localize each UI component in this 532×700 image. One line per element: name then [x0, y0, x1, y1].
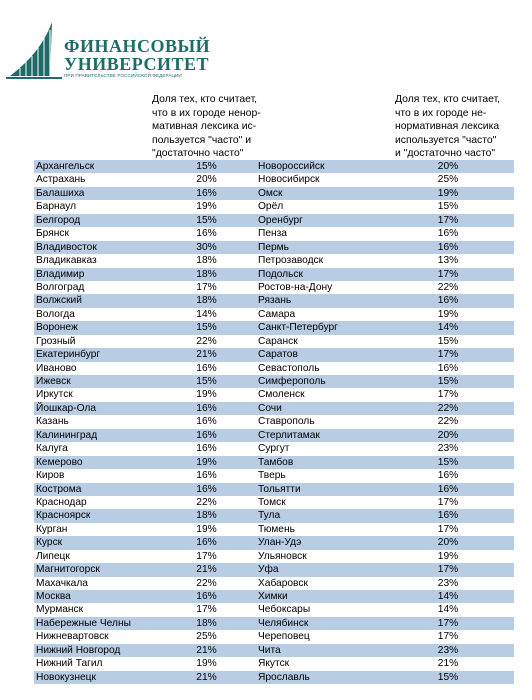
value-right-cell: 17% [437, 564, 459, 576]
value-right-cell: 19% [437, 308, 459, 320]
city-right-cell: Чебоксары [258, 604, 311, 616]
table-row [34, 590, 514, 603]
city-right-cell: Севастополь [258, 362, 320, 374]
value-left-cell: 18% [196, 268, 217, 280]
value-left-cell: 16% [196, 362, 217, 374]
city-left-cell: Балашиха [36, 187, 85, 199]
table-row [34, 456, 514, 469]
value-left-cell: 16% [196, 187, 217, 199]
table-row [34, 415, 514, 428]
value-right-cell: 15% [437, 335, 459, 347]
value-right-cell: 22% [437, 281, 459, 293]
city-right-cell: Хабаровск [258, 577, 308, 589]
city-right-cell: Челябинск [258, 617, 309, 629]
city-left-cell: Екатеринбург [36, 349, 101, 361]
table-row [34, 268, 514, 281]
table-row [34, 281, 514, 294]
city-left-cell: Архангельск [36, 161, 95, 172]
value-right-cell: 17% [437, 631, 459, 643]
table-row [34, 254, 514, 267]
city-left-cell: Кемерово [36, 456, 83, 468]
value-left-cell: 21% [196, 644, 217, 656]
city-right-cell: Саранск [258, 335, 298, 347]
table-row [34, 187, 514, 200]
value-left-cell: 21% [196, 671, 217, 683]
table-row [34, 214, 514, 227]
city-right-cell: Тюмень [258, 523, 295, 535]
city-left-cell: Новокузнецк [36, 671, 96, 683]
city-left-cell: Москва [36, 591, 71, 602]
city-left-cell: Киров [36, 470, 65, 482]
city-right-cell: Петрозаводск [258, 255, 324, 267]
value-right-cell: 13% [437, 255, 459, 267]
value-left-cell: 14% [196, 308, 217, 320]
table-row [34, 671, 514, 684]
city-left-cell: Воронеж [36, 322, 78, 334]
value-left-cell: 19% [196, 658, 217, 670]
city-right-cell: Ростов-на-Дону [258, 281, 333, 293]
value-left-cell: 15% [196, 322, 217, 334]
table-row [34, 483, 514, 496]
value-right-cell: 19% [437, 187, 459, 199]
value-left-cell: 22% [196, 335, 217, 347]
table-row [34, 509, 514, 522]
value-right-cell: 16% [437, 510, 459, 522]
city-left-cell: Волжский [36, 295, 82, 307]
city-right-cell: Тула [258, 510, 281, 522]
table-row [34, 657, 514, 670]
city-right-cell: Улан-Удэ [258, 537, 302, 549]
table-row [34, 496, 514, 509]
value-left-cell: 30% [196, 241, 217, 253]
value-left-cell: 17% [196, 550, 217, 562]
city-left-cell: Владимир [36, 268, 85, 280]
city-left-cell: Калуга [36, 443, 68, 455]
value-right-cell: 16% [437, 362, 459, 374]
table-row [34, 227, 514, 240]
city-right-cell: Уфа [258, 564, 279, 576]
value-left-cell: 16% [196, 591, 217, 602]
city-left-cell: Набережные Челны [36, 617, 131, 629]
value-left-cell: 18% [196, 255, 217, 267]
city-left-cell: Волгоград [36, 281, 85, 293]
city-left-cell: Мурманск [36, 604, 84, 616]
city-right-cell: Новороссийск [258, 161, 325, 172]
city-left-cell: Барнаул [36, 201, 77, 213]
city-left-cell: Курск [36, 537, 63, 549]
value-right-cell: 22% [437, 416, 459, 428]
value-right-cell: 15% [437, 671, 459, 683]
city-left-cell: Брянск [36, 228, 69, 240]
value-left-cell: 16% [196, 429, 217, 441]
table-row [34, 362, 514, 375]
city-right-cell: Тольятти [258, 483, 301, 495]
city-left-cell: Махачкала [36, 577, 88, 589]
city-left-cell: Курган [36, 523, 68, 535]
value-left-cell: 19% [196, 201, 217, 213]
value-right-cell: 14% [437, 604, 459, 616]
city-left-cell: Казань [36, 416, 69, 428]
city-left-cell: Иваново [36, 362, 77, 374]
table-row [34, 617, 514, 630]
table-row [34, 335, 514, 348]
value-left-cell: 16% [196, 483, 217, 495]
city-right-cell: Ставрополь [258, 416, 315, 428]
city-right-cell: Рязань [258, 295, 292, 307]
value-left-cell: 16% [196, 402, 217, 414]
value-right-cell: 25% [437, 174, 459, 186]
value-left-cell: 21% [196, 564, 217, 576]
city-right-cell: Химки [258, 591, 288, 602]
university-logo [6, 20, 211, 82]
city-right-cell: Чита [258, 644, 281, 656]
value-right-cell: 16% [437, 228, 459, 240]
table-row [34, 469, 514, 482]
value-left-cell: 22% [196, 496, 217, 508]
column-header-left: Доля тех, кто считает, что в их городе ненор- мативная лексика ис- пользуется "часто" и "достаточно часто" [152, 94, 261, 159]
city-left-cell: Грозный [36, 335, 76, 347]
table-row [34, 348, 514, 361]
value-right-cell: 20% [437, 537, 459, 549]
value-right-cell: 14% [437, 591, 459, 602]
city-right-cell: Сочи [258, 402, 282, 414]
city-left-cell: Красноярск [36, 510, 91, 522]
value-right-cell: 16% [437, 241, 459, 253]
value-left-cell: 16% [196, 470, 217, 482]
table-row [34, 523, 514, 536]
table-row [34, 429, 514, 442]
logo-text-line2: УНИВЕРСИТЕТ [64, 54, 209, 74]
value-right-cell: 15% [437, 376, 459, 387]
city-right-cell: Оренбург [258, 214, 303, 226]
value-left-cell: 19% [196, 523, 217, 535]
city-left-cell: Нижний Новгород [36, 644, 121, 656]
value-right-cell: 17% [437, 349, 459, 361]
value-right-cell: 21% [437, 658, 459, 670]
city-right-cell: Пенза [258, 228, 287, 240]
city-left-cell: Калининград [36, 429, 98, 441]
city-left-cell: Ижевск [36, 376, 71, 387]
city-left-cell: Владивосток [36, 241, 97, 253]
table-row [34, 536, 514, 549]
city-left-cell: Иркутск [36, 389, 73, 401]
value-left-cell: 19% [196, 456, 217, 468]
table-row [34, 644, 514, 657]
value-right-cell: 23% [437, 644, 459, 656]
city-left-cell: Нижний Тагил [36, 658, 103, 670]
city-right-cell: Омск [258, 187, 283, 199]
city-right-cell: Ярославль [258, 671, 310, 683]
city-right-cell: Подольск [258, 268, 303, 280]
value-left-cell: 18% [196, 510, 217, 522]
table-row [34, 241, 514, 254]
table-row [34, 603, 514, 616]
value-left-cell: 16% [196, 416, 217, 428]
city-right-cell: Смоленск [258, 389, 305, 401]
value-right-cell: 15% [437, 456, 459, 468]
value-left-cell: 15% [196, 214, 217, 226]
value-right-cell: 17% [437, 389, 459, 401]
table-row [34, 375, 514, 388]
city-left-cell: Йошкар-Ола [36, 402, 96, 414]
value-right-cell: 14% [437, 322, 459, 334]
city-right-cell: Тверь [258, 470, 286, 482]
city-right-cell: Орёл [258, 201, 284, 213]
logo-subtitle: ПРИ ПРАВИТЕЛЬСТВЕ РОССИЙСКОЙ ФЕДЕРАЦИИ [64, 73, 182, 78]
value-right-cell: 20% [437, 429, 459, 441]
table-row [34, 308, 514, 321]
value-right-cell: 16% [437, 295, 459, 307]
city-left-cell: Кострома [36, 483, 82, 495]
table-row [34, 442, 514, 455]
table-row [34, 160, 514, 173]
sail-logo-icon [6, 20, 66, 82]
city-left-cell: Липецк [36, 550, 70, 562]
value-right-cell: 17% [437, 214, 459, 226]
value-right-cell: 17% [437, 617, 459, 629]
city-left-cell: Владикавказ [36, 255, 97, 267]
city-right-cell: Новосибирск [258, 174, 320, 186]
value-right-cell: 23% [437, 443, 459, 455]
table-row [34, 577, 514, 590]
value-right-cell: 20% [437, 161, 459, 172]
value-left-cell: 20% [196, 174, 217, 186]
value-left-cell: 21% [196, 349, 217, 361]
city-share-table [34, 160, 514, 684]
table-row [34, 294, 514, 307]
city-right-cell: Санкт-Петербург [258, 322, 338, 334]
city-right-cell: Ульяновск [258, 550, 307, 562]
value-left-cell: 18% [196, 617, 217, 629]
city-right-cell: Череповец [258, 631, 310, 643]
city-right-cell: Саратов [258, 349, 298, 361]
value-right-cell: 17% [437, 268, 459, 280]
city-left-cell: Вологда [36, 308, 75, 320]
table-row [34, 402, 514, 415]
city-right-cell: Тамбов [258, 456, 294, 468]
value-right-cell: 15% [437, 201, 459, 213]
value-left-cell: 15% [196, 376, 217, 387]
table-row [34, 388, 514, 401]
value-left-cell: 16% [196, 537, 217, 549]
value-right-cell: 17% [437, 523, 459, 535]
value-left-cell: 17% [196, 281, 217, 293]
city-right-cell: Якутск [258, 658, 290, 670]
table-row [34, 321, 514, 334]
value-left-cell: 25% [196, 631, 217, 643]
table-row [34, 630, 514, 643]
value-right-cell: 17% [437, 496, 459, 508]
value-right-cell: 16% [437, 483, 459, 495]
value-left-cell: 16% [196, 443, 217, 455]
value-left-cell: 17% [196, 604, 217, 616]
value-right-cell: 22% [437, 402, 459, 414]
city-left-cell: Краснодар [36, 496, 87, 508]
city-left-cell: Магнитогорск [36, 564, 100, 576]
city-left-cell: Астрахань [36, 174, 86, 186]
city-right-cell: Сургут [258, 443, 290, 455]
city-right-cell: Самара [258, 308, 296, 320]
value-left-cell: 15% [196, 161, 217, 172]
city-right-cell: Стерлитамак [258, 429, 320, 441]
city-left-cell: Нижневартовск [36, 631, 109, 643]
table-row [34, 550, 514, 563]
table-row [34, 200, 514, 213]
city-right-cell: Симферополь [258, 376, 326, 387]
value-right-cell: 19% [437, 550, 459, 562]
column-header-right: Доля тех, кто считает, что в их городе не- нормативная лексика используется "часто" и "достаточно часто" [395, 94, 501, 159]
city-right-cell: Томск [258, 496, 286, 508]
city-right-cell: Пермь [258, 241, 289, 253]
value-right-cell: 23% [437, 577, 459, 589]
value-left-cell: 16% [196, 228, 217, 240]
value-left-cell: 19% [196, 389, 217, 401]
value-left-cell: 18% [196, 295, 217, 307]
table-row [34, 173, 514, 186]
city-left-cell: Белгород [36, 214, 81, 226]
logo-text-line1: ФИНАНСОВЫЙ [64, 36, 211, 56]
value-left-cell: 22% [196, 577, 217, 589]
value-right-cell: 16% [437, 470, 459, 482]
table-row [34, 563, 514, 576]
